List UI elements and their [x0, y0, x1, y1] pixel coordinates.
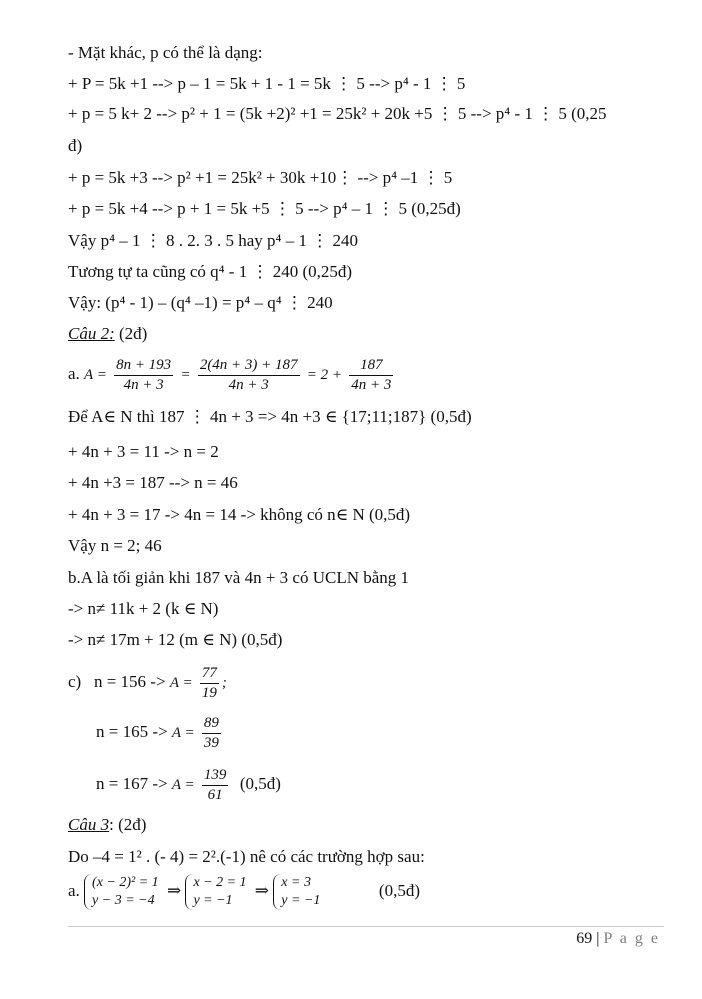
fraction-numerator: 89 — [202, 714, 221, 734]
item-label: a. — [68, 364, 80, 384]
system-equation: y = −1 — [281, 893, 321, 909]
item-label: c) — [68, 672, 82, 692]
text-line: -> n≠ 17m + 12 (m ∈ N) (0,5đ) — [68, 630, 283, 649]
fraction-denominator: 4n + 3 — [351, 376, 392, 393]
text-line: -> n≠ 11k + 2 (k ∈ N) — [68, 599, 219, 618]
math-text: = — [180, 367, 191, 384]
fraction — [198, 356, 300, 395]
fraction-denominator: 39 — [203, 734, 219, 751]
implies-symbol: ⇒ — [254, 881, 270, 901]
question-points: (2đ) — [119, 324, 148, 343]
math-text: ; — [221, 675, 227, 692]
fraction-numerator: 139 — [202, 766, 229, 786]
equation-system — [84, 874, 163, 910]
system-equation: x = 3 — [281, 875, 311, 890]
formula-line — [96, 766, 281, 805]
fraction-numerator: 8n + 193 — [114, 356, 173, 376]
fraction — [202, 714, 221, 753]
implies-symbol: ⇒ — [166, 881, 182, 901]
footer-divider — [68, 926, 664, 927]
points-label: (0,5đ) — [239, 774, 281, 794]
math-text: A = — [171, 725, 195, 742]
math-text: n = 156 -> — [93, 672, 166, 692]
question-label: Câu 2: — [68, 324, 115, 343]
math-text: = 2 + — [306, 367, 343, 384]
fraction-denominator: 61 — [207, 786, 223, 803]
text-line: đ) — [68, 136, 83, 155]
equation-system — [273, 874, 324, 910]
text-line: + p = 5k +4 --> p + 1 = 5k +5 ⋮ 5 --> p⁴ – 1 ⋮ 5 (0,25đ) — [68, 199, 461, 218]
text-line: Vậy n = 2; 46 — [68, 536, 162, 555]
math-text: A = — [169, 675, 193, 692]
formula-line — [68, 664, 227, 703]
page-footer — [576, 930, 660, 948]
text-line: - Mặt khác, p có thể là dạng: — [68, 43, 263, 62]
text-line: + 4n + 3 = 11 -> n = 2 — [68, 442, 219, 461]
text-line: + p = 5 k+ 2 --> p² + 1 = (5k +2)² +1 = 25k² + 20k +5 ⋮ 5 --> p⁴ - 1 ⋮ 5 (0,25 — [68, 104, 607, 123]
formula-line — [68, 356, 396, 395]
points-label: (0,5đ) — [378, 881, 420, 901]
formula-line — [96, 714, 224, 753]
fraction-denominator: 4n + 3 — [123, 376, 164, 393]
page-number: 69 — [576, 930, 593, 947]
text-line: + P = 5k +1 --> p – 1 = 5k + 1 - 1 = 5k ⋮ 5 --> p⁴ - 1 ⋮ 5 — [68, 74, 466, 93]
fraction — [114, 356, 173, 395]
system-equation: y − 3 = −4 — [92, 893, 155, 909]
text-line: + 4n +3 = 187 --> n = 46 — [68, 473, 238, 492]
fraction-denominator: 4n + 3 — [228, 376, 269, 393]
text-line: Do –4 = 1² . (- 4) = 2².(-1) nê có các trường hợp sau: — [68, 847, 425, 866]
fraction — [349, 356, 393, 395]
question-points: : (2đ) — [109, 815, 147, 834]
fraction — [200, 664, 219, 703]
math-text: A = — [84, 367, 107, 384]
system-equation: (x − 2)² = 1 — [92, 875, 159, 890]
fraction-numerator: 2(4n + 3) + 187 — [198, 356, 300, 376]
system-equation: y = −1 — [193, 893, 233, 909]
question-3-heading — [68, 816, 146, 833]
fraction — [202, 766, 229, 805]
text-line: b.A là tối giản khi 187 và 4n + 3 có UCLN bằng 1 — [68, 568, 410, 587]
text-line: Tương tự ta cũng có q⁴ - 1 ⋮ 240 (0,25đ) — [68, 262, 353, 281]
math-text: n = 165 -> — [96, 722, 168, 742]
item-label: a. — [68, 881, 80, 901]
question-label: Câu 3 — [68, 815, 110, 834]
math-text: A = — [171, 777, 195, 794]
question-2-heading — [68, 325, 147, 342]
fraction-numerator: 77 — [200, 664, 219, 684]
math-text: n = 167 -> — [96, 774, 168, 794]
footer-separator: | — [596, 930, 600, 947]
text-line: Vậy: (p⁴ - 1) – (q⁴ –1) = p⁴ – q⁴ ⋮ 240 — [68, 293, 333, 312]
fraction-denominator: 19 — [201, 684, 217, 701]
text-line: + 4n + 3 = 17 -> 4n = 14 -> không có n∈ N (0,5đ) — [68, 505, 411, 524]
text-line: + p = 5k +3 --> p² +1 = 25k² + 30k +10⋮ --> p⁴ –1 ⋮ 5 — [68, 168, 453, 187]
system-equation: x − 2 = 1 — [193, 875, 247, 890]
equation-system — [185, 874, 250, 910]
text-line: Vậy p⁴ – 1 ⋮ 8 . 2. 3 . 5 hay p⁴ – 1 ⋮ 240 — [68, 231, 358, 250]
fraction-numerator: 187 — [349, 356, 393, 376]
text-line: Để A∈ N thì 187 ⋮ 4n + 3 => 4n +3 ∈ {17;11;187} (0,5đ) — [68, 407, 472, 426]
system-line — [68, 874, 420, 910]
page-word: P a g e — [603, 930, 660, 947]
